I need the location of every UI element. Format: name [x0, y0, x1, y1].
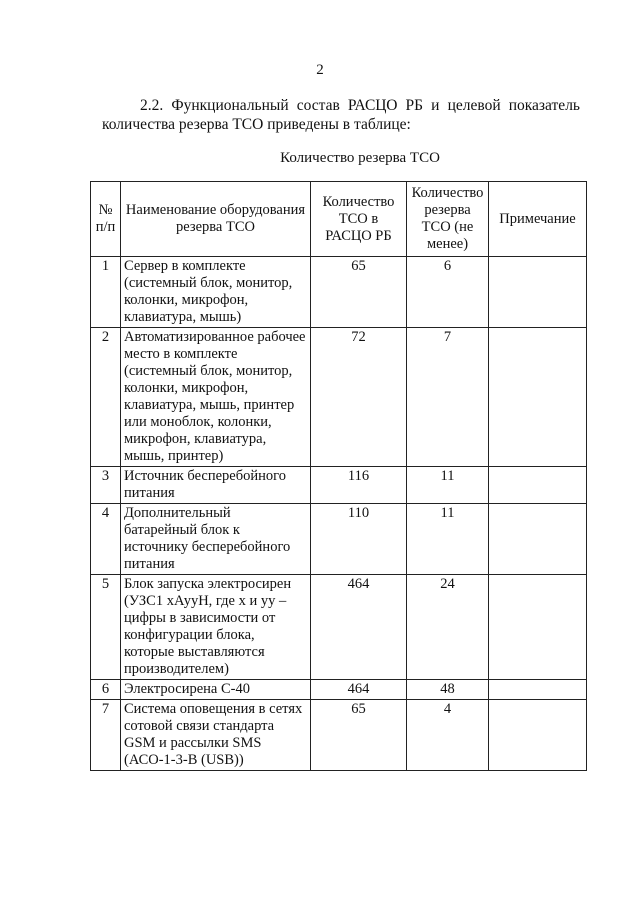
page-number: 2	[316, 62, 324, 78]
row-name: Источник бесперебойного питания	[121, 467, 311, 504]
row-num: 2	[91, 328, 121, 467]
row-reserve: 6	[407, 257, 489, 328]
table-header-row	[91, 182, 587, 257]
table-row	[91, 328, 587, 467]
row-reserve: 4	[407, 700, 489, 771]
row-name: Сервер в комплекте (системный блок, монитор, колонки, микрофон, клавиатура, мышь)	[121, 257, 311, 328]
header-qty-rb: Количество ТСО в РАСЦО РБ	[311, 182, 407, 257]
row-name: Дополнительный батарейный блок к источнику бесперебойного питания	[121, 504, 311, 575]
row-qty-rb: 65	[311, 257, 407, 328]
row-qty-rb: 65	[311, 700, 407, 771]
table-row	[91, 575, 587, 680]
table-row	[91, 504, 587, 575]
row-qty-rb: 110	[311, 504, 407, 575]
table-row	[91, 257, 587, 328]
row-name: Блок запуска электросирен (УЗС1 хАууН, где х и уу – цифры в зависимости от конфигурации блока, которые выставляются производителем)	[121, 575, 311, 680]
row-num: 6	[91, 680, 121, 700]
table-row	[91, 680, 587, 700]
table-row	[91, 700, 587, 771]
row-num: 3	[91, 467, 121, 504]
row-reserve: 24	[407, 575, 489, 680]
row-note	[489, 467, 587, 504]
row-name: Система оповещения в сетях сотовой связи стандарта GSM и рассылки SMS (АСО-1-3-В (USB))	[121, 700, 311, 771]
row-reserve: 48	[407, 680, 489, 700]
row-name: Электросирена С-40	[121, 680, 311, 700]
header-name: Наименование оборудования резерва ТСО	[121, 182, 311, 257]
row-reserve: 7	[407, 328, 489, 467]
row-qty-rb: 116	[311, 467, 407, 504]
row-qty-rb: 464	[311, 680, 407, 700]
row-num: 4	[91, 504, 121, 575]
row-note	[489, 328, 587, 467]
intro-paragraph: 2.2. Функциональный состав РАСЦО РБ и целевой показатель количества резерва ТСО приведены в таблице:	[102, 97, 580, 133]
row-num: 1	[91, 257, 121, 328]
table-title: Количество резерва ТСО	[280, 150, 440, 166]
header-reserve: Количество резерва ТСО (не менее)	[407, 182, 489, 257]
reserve-table	[90, 181, 587, 771]
row-num: 7	[91, 700, 121, 771]
row-reserve: 11	[407, 467, 489, 504]
row-note	[489, 575, 587, 680]
row-note	[489, 700, 587, 771]
row-note	[489, 504, 587, 575]
row-qty-rb: 72	[311, 328, 407, 467]
header-note: Примечание	[489, 182, 587, 257]
row-num: 5	[91, 575, 121, 680]
row-name: Автоматизированное рабочее место в комплекте (системный блок, монитор, колонки, микрофон, клавиатура, мышь, принтер или моноблок, колонки, микрофон, клавиатура, мышь, принтер)	[121, 328, 311, 467]
row-qty-rb: 464	[311, 575, 407, 680]
table-row	[91, 467, 587, 504]
row-note	[489, 257, 587, 328]
row-note	[489, 680, 587, 700]
header-num: № п/п	[91, 182, 121, 257]
row-reserve: 11	[407, 504, 489, 575]
